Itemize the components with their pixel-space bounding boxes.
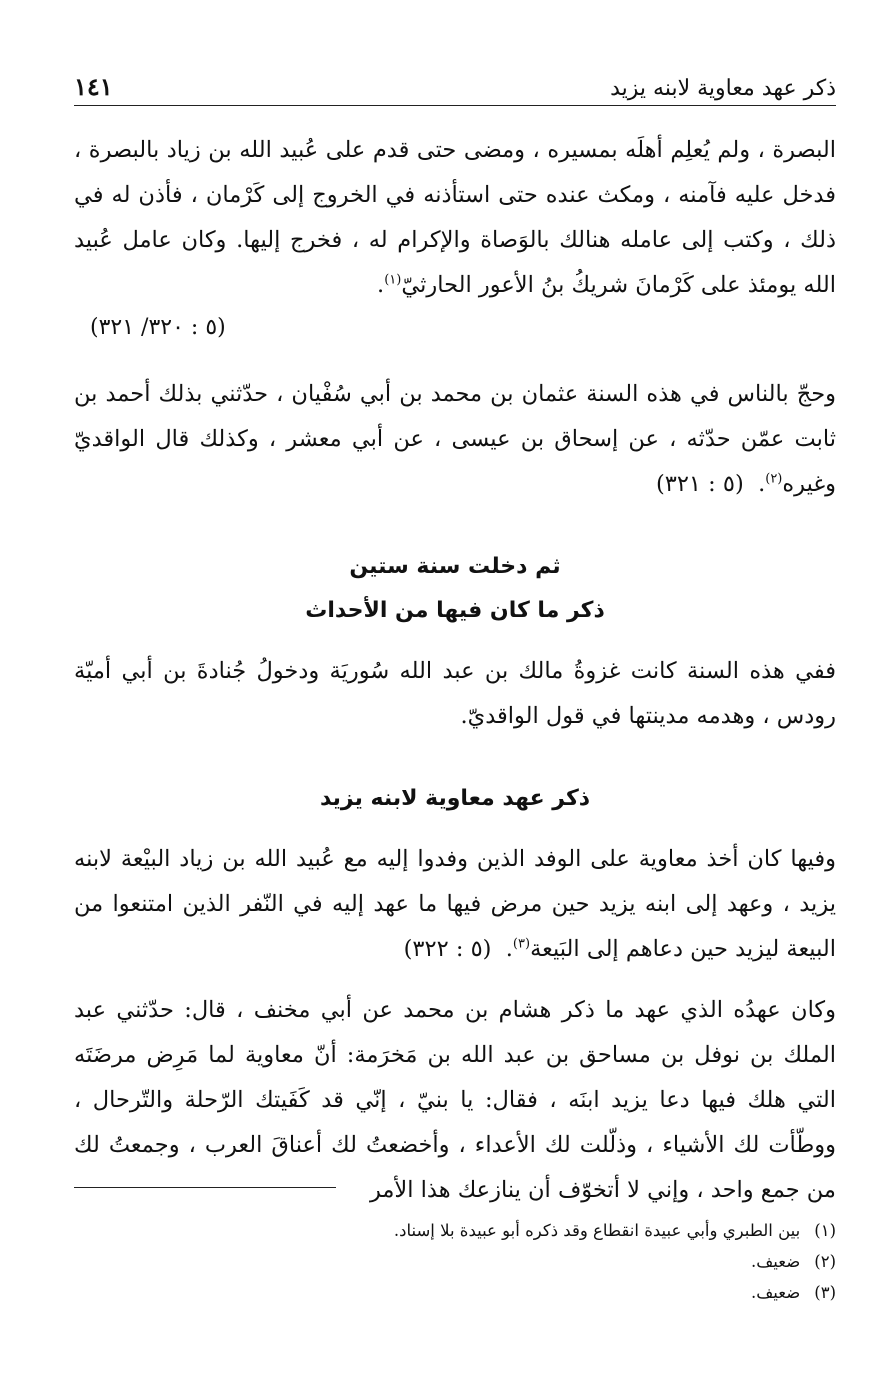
paragraph-2	[74, 372, 836, 507]
footnote-2	[74, 1246, 836, 1277]
paragraph-2-text: وحجّ بالناس في هذه السنة عثمان بن محمد بن أبي سُفْيان ، حدّثني بذلك أحمد بن ثابت عمّن حدّثه ، عن إسحاق بن عيسى ، عن أبي معشر ، وكذلك قال الواقديّ وغيره	[74, 381, 836, 497]
section-heading-year: ثم دخلت سنة ستين	[349, 554, 561, 579]
paragraph-2-reference: (٥ : ٣٢١)	[655, 471, 744, 497]
paragraph-1: البصرة ، ولم يُعلِم أهلَه بمسيره ، ومضى حتى قدم على عُبيد الله بن زياد بالبصرة ، فدخل عليه فآمنه ، ومكث عنده حتى استأذنه في الخروج إلى كَرْمان ، فأذن له في ذلك ، وكتب إلى عامله هنالك بالوَصاة والإكرام له ، فخرج إليها. وكان عامل عُبيد الله يومئذ على كَرْمانَ شريكُ بنُ الأعور الحارثيّ$^{(١)}$.	[74, 137, 836, 298]
paragraph-4-text: وفيها كان أخذ معاوية على الوفد الذين وفدوا إليه مع عُبيد الله بن زياد البيْعة لابنه يزيد ، وعهد إلى ابنه يزيد حين مرض فيها ما عهد إليه في النّفر الذين امتنعوا من البيعة ليزيد حين دعاهم إلى البَيعة	[74, 846, 836, 962]
paragraph-1-reference-line	[74, 308, 836, 348]
paragraph-4-end: .	[505, 936, 513, 962]
paragraph-4	[74, 837, 836, 972]
paragraph-5: وكان عهدُه الذي عهد ما ذكر هشام بن محمد عن أبي مخنف ، قال: حدّثني عبد الملك بن نوفل بن مساحق بن عبد الله بن مَخرَمة: أنّ معاوية لما مَرِض مرضَتَه التي هلك فيها دعا يزيد ابنَه ، فقال: يا بنيّ ، إنّي قد كَفَيتك الرّحلة والتّرحال ، ووطّأت لك الأشياء ، وذلّلت لك الأعداء ، وأخضعتُ لك أعناقَ العرب ، وجمعتُ لك من جمع واحد ، وإني لا أتخوّف أن ينازعك هذا الأمر	[74, 997, 836, 1203]
paragraph-4-reference: (٥ : ٣٢٢)	[403, 936, 492, 962]
footnote-1-text: بين الطبري وأبي عبيدة انقطاع وقد ذكره أبو عبيدة بلا إسناد.	[393, 1221, 801, 1240]
main-text	[74, 128, 836, 1213]
footnote-marker-1: (١)	[384, 272, 402, 288]
section-heading-covenant: ذكر عهد معاوية لابنه يزيد	[319, 786, 591, 811]
footnotes	[74, 1215, 836, 1308]
footnote-marker-2: (٢)	[765, 471, 783, 487]
page-number: ١٤١	[74, 72, 113, 101]
footnote-3	[74, 1277, 836, 1308]
footnote-marker-3: (٣)	[512, 936, 531, 952]
footnote-3-text: ضعيف.	[750, 1283, 801, 1302]
footnote-2-text: ضعيف.	[750, 1252, 801, 1271]
running-header	[74, 66, 836, 106]
running-header-title: ذكر عهد معاوية لابنه يزيد	[610, 76, 836, 101]
paragraph-2-end: .	[758, 471, 766, 497]
book-page	[74, 0, 836, 1392]
section-heading-events: ذكر ما كان فيها من الأحداث	[305, 598, 605, 623]
paragraph-1-reference: (٥ : ٣٢٠/ ٣٢١)	[90, 315, 226, 340]
paragraph-1-text: البصرة ، ولم يُعلِم أهلَه بمسيره ، ومضى حتى قدم على عُبيد الله بن زياد بالبصرة ، فدخل عليه فآمنه ، ومكث عنده حتى استأذنه في الخروج إلى كَرْمان ، فأذن له في ذلك ، وكتب إلى عامله هنالك بالوَصاة والإكرام له ، فخرج إليها. وكان عامل عُبيد الله يومئذ على كَرْمانَ شريكُ بنُ الأعور الحارثيّ	[74, 137, 836, 298]
footnote-1	[74, 1215, 836, 1246]
footnote-2-number: (٢)	[814, 1252, 836, 1271]
paragraph-3: ففي هذه السنة كانت غزوةُ مالك بن عبد الله سُوريَة ودخولُ جُنادةَ بن أبي أميّة رودس ، وهدمه مدينتها في قول الواقديّ.	[74, 658, 836, 729]
footnote-3-number: (٣)	[814, 1283, 836, 1302]
footnote-1-number: (١)	[814, 1221, 836, 1240]
footnote-divider	[74, 1187, 336, 1188]
